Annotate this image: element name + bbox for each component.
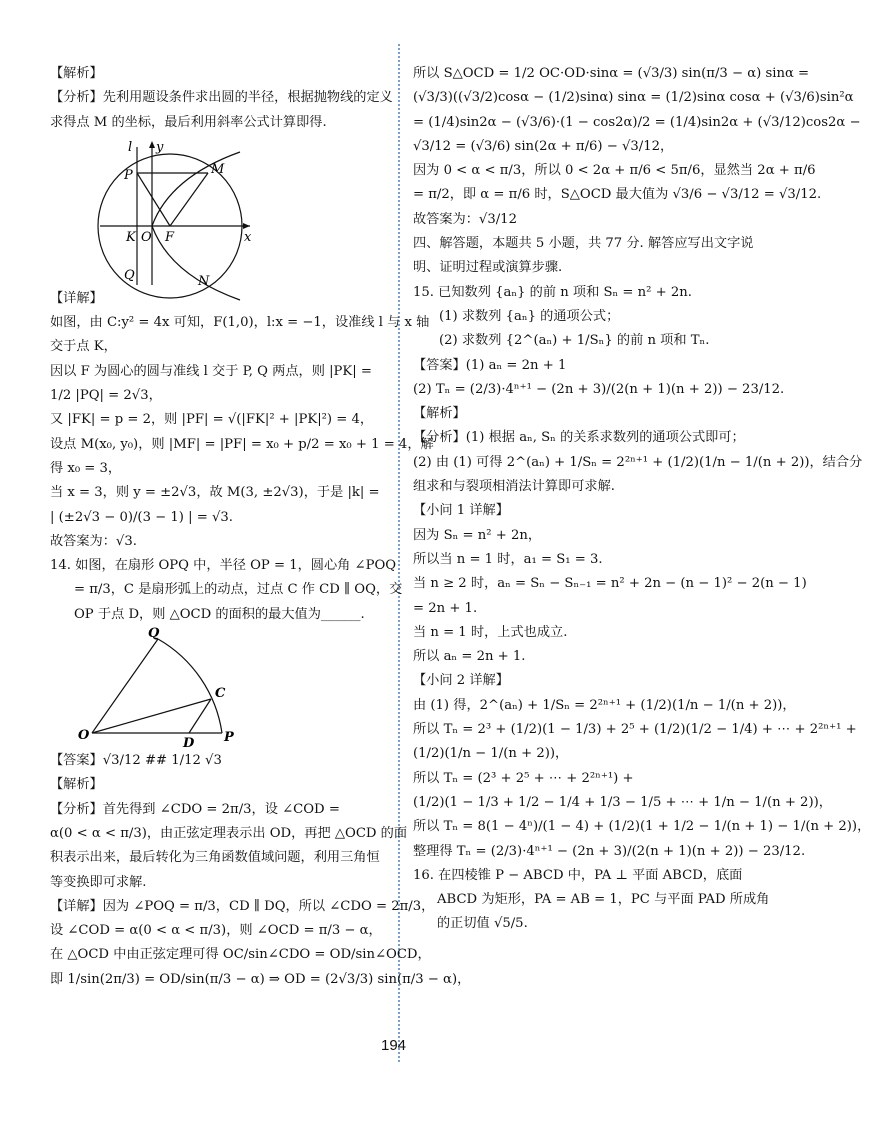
label-n: N: [198, 273, 210, 289]
answer-14: 【答案】√3/12 ## 1/12 √3: [50, 753, 222, 769]
text-line: 由 (1) 得，2^(aₙ) + 1/Sₙ = 2²ⁿ⁺¹ + (1/2)(1/n − 1/(n + 2))，: [413, 697, 796, 713]
text-line: 交于点 K，: [50, 339, 117, 355]
text-line: 当 x = 3，则 y = ±2√3，故 M(3, ±2√3)，于是 |k| =: [50, 485, 380, 501]
text-line: = (1/4)sin2α − (√3/6)·(1 − cos2α)/2 = (1/4)sin2α + (√3/12)cos2α −: [413, 114, 861, 130]
question-16: 16. 在四棱锥 P − ABCD 中，PA ⊥ 平面 ABCD，底面: [413, 867, 743, 883]
label-p: P: [124, 167, 133, 183]
text-line: = π/2，即 α = π/6 时，S△OCD 最大值为 √3/6 − √3/12 = √3/12.: [413, 187, 822, 203]
right-column: [413, 62, 870, 937]
text-line: 【解析】: [50, 66, 103, 81]
text-line: 【小问 1 详解】: [413, 503, 509, 519]
text-line: (2) 求数列 {2^(aₙ) + 1/Sₙ} 的前 n 项和 Tₙ.: [439, 333, 710, 349]
text-line: = 2n + 1.: [413, 600, 478, 616]
answer-15: 【答案】(1) aₙ = 2n + 1: [413, 357, 567, 373]
text-line: 所以 Tₙ = 2³ + (1/2)(1 − 1/3) + 2⁵ + (1/2)(1/2 − 1/4) + ⋯ + 2²ⁿ⁺¹ +: [413, 722, 857, 738]
text-line: √3/12 = (√3/6) sin(2α + π/6) − √3/12，: [413, 138, 674, 154]
text-line: (√3/3)((√3/2)cosα − (1/2)sinα) sinα = (1/2)sinα cosα + (√3/6)sin²α: [413, 90, 854, 106]
text-line: 【解析】: [413, 406, 466, 422]
label-q: Q: [148, 626, 160, 642]
text-line: (1/2)(1/n − 1/(n + 2))，: [413, 746, 569, 762]
label-m: M: [211, 161, 225, 177]
sector-figure: [50, 626, 390, 752]
text-line: 因以 F 为圆心的圆与准线 l 交于 P, Q 两点，则 |PK| =: [50, 363, 372, 379]
text-line: α(0 < α < π/3)，由正弦定理表示出 OD，再把 △OCD 的面: [50, 825, 408, 841]
label-k: K: [126, 229, 136, 245]
text-line: 当 n = 1 时，上式也成立.: [413, 624, 568, 640]
text-line: 求得点 M 的坐标，最后利用斜率公式计算即得.: [50, 114, 327, 130]
text-line: 所以 Tₙ = (2³ + 2⁵ + ⋯ + 2²ⁿ⁺¹) +: [413, 770, 634, 786]
label-l: l: [128, 139, 133, 155]
text-line: 所以 S△OCD = 1/2 OC·OD·sinα = (√3/3) sin(π/3 − α) sinα =: [413, 66, 810, 81]
text-line: 【详解】因为 ∠POQ = π/3，CD ∥ DQ，所以 ∠CDO = 2π/3，: [50, 898, 435, 914]
text-line: (2) 由 (1) 可得 2^(aₙ) + 1/Sₙ = 2²ⁿ⁺¹ + (1/2)(1/n − 1/(n + 2))，结合分: [413, 454, 863, 470]
text-line: 故答案为：√3/12: [413, 211, 517, 227]
text-line: 当 n ≥ 2 时，aₙ = Sₙ − Sₙ₋₁ = n² + 2n − (n − 1)² − 2(n − 1): [413, 576, 807, 592]
text-line: 的正切值 √5/5.: [437, 916, 528, 932]
text-line: ABCD 为矩形，PA = AB = 1，PC 与平面 PAD 所成角: [437, 892, 770, 908]
text-line: 【详解】: [50, 290, 103, 306]
text-line: 设 ∠COD = α(0 < α < π/3)，则 ∠OCD = π/3 − α，: [50, 923, 382, 939]
text-line: 又 |FK| = p = 2，则 |PF| = √(|FK|² + |PK|²) = 4，: [50, 412, 374, 428]
text-line: 所以当 n = 1 时，a₁ = S₁ = 3.: [413, 551, 603, 567]
text-line: 等变换即可求解.: [50, 874, 147, 890]
question-14: 14. 如图，在扇形 OPQ 中，半径 OP = 1，圆心角 ∠POQ: [50, 558, 397, 574]
label-d: D: [183, 736, 195, 752]
text-line: (1/2)(1 − 1/3 + 1/2 − 1/4 + 1/3 − 1/5 + ⋯ + 1/n − 1/(n + 2))，: [413, 794, 832, 810]
text-line: 在 △OCD 中由正弦定理可得 OC/sin∠CDO = OD/sin∠OCD，: [50, 947, 431, 963]
label-o: O: [141, 229, 152, 245]
text-line: 1/2 |PQ| = 2√3，: [50, 388, 162, 404]
text-line: 所以 aₙ = 2n + 1.: [413, 649, 526, 665]
text-line: (1) 求数列 {aₙ} 的通项公式；: [439, 308, 620, 324]
text-line: 故答案为：√3.: [50, 533, 137, 549]
text-line: OP 于点 D，则 △OCD 的面积的最大值为______.: [74, 606, 365, 622]
text-line: | (±2√3 − 0)/(3 − 1) | = √3.: [50, 509, 233, 525]
text-line: 积表示出来，最后转化为三角函数值域问题，利用三角恒: [50, 850, 380, 866]
label-y: y: [156, 139, 164, 155]
text-line: 设点 M(x₀, y₀)，则 |MF| = |PF| = x₀ + p/2 = x₀ + 1 = 4，解: [50, 436, 434, 452]
text-line: 得 x₀ = 3，: [50, 460, 122, 476]
text-line: = π/3，C 是扇形弧上的动点，过点 C 作 CD ∥ OQ，交: [74, 582, 403, 598]
question-15: 15. 已知数列 {aₙ} 的前 n 项和 Sₙ = n² + 2n.: [413, 284, 692, 300]
text-line: (2) Tₙ = (2/3)·4ⁿ⁺¹ − (2n + 3)/(2(n + 1)(n + 2)) − 23/12.: [413, 381, 785, 397]
text-line: 因为 Sₙ = n² + 2n，: [413, 527, 542, 543]
text-line: 如图，由 C:y² = 4x 可知，F(1,0)，l:x = −1，设准线 l 与 x 轴: [50, 315, 430, 331]
label-f: F: [165, 229, 175, 245]
text-line: 【分析】首先得到 ∠CDO = 2π/3，设 ∠COD =: [50, 801, 340, 817]
text-line: 【分析】先利用题设条件求出圆的半径，根据抛物线的定义: [50, 90, 393, 106]
label-x: x: [244, 229, 252, 245]
label-c: C: [215, 686, 226, 702]
text-line: 【解析】: [50, 777, 103, 793]
text-line: 组求和与裂项相消法计算即可求解.: [413, 479, 616, 495]
parabola-circle-figure: [50, 137, 390, 287]
text-line: 明、证明过程或演算步骤.: [413, 260, 563, 276]
text-line: 整理得 Tₙ = (2/3)·4ⁿ⁺¹ − (2n + 3)/(2(n + 1)(n + 2)) − 23/12.: [413, 843, 806, 859]
text-line: 【小问 2 详解】: [413, 673, 509, 689]
text-line: 【分析】(1) 根据 aₙ, Sₙ 的关系求数列的通项公式即可；: [413, 430, 745, 446]
text-line: 所以 Tₙ = 8(1 − 4ⁿ)/(1 − 4) + (1/2)(1 + 1/2 − 1/(n + 1) − 1/(n + 2))，: [413, 819, 870, 835]
section-heading: 四、解答题，本题共 5 小题，共 77 分. 解答应写出文字说: [413, 236, 754, 252]
label-o: O: [78, 728, 90, 744]
label-p: P: [224, 730, 234, 746]
page-number: 194: [381, 1037, 407, 1054]
text-line: 即 1/sin(2π/3) = OD/sin(π/3 − α) ⇒ OD = (2√3/3) sin(π/3 − α)，: [50, 971, 471, 987]
label-q: Q: [124, 267, 135, 283]
text-line: 因为 0 < α < π/3，所以 0 < 2α + π/6 < 5π/6，显然当 2α + π/6: [413, 163, 816, 179]
